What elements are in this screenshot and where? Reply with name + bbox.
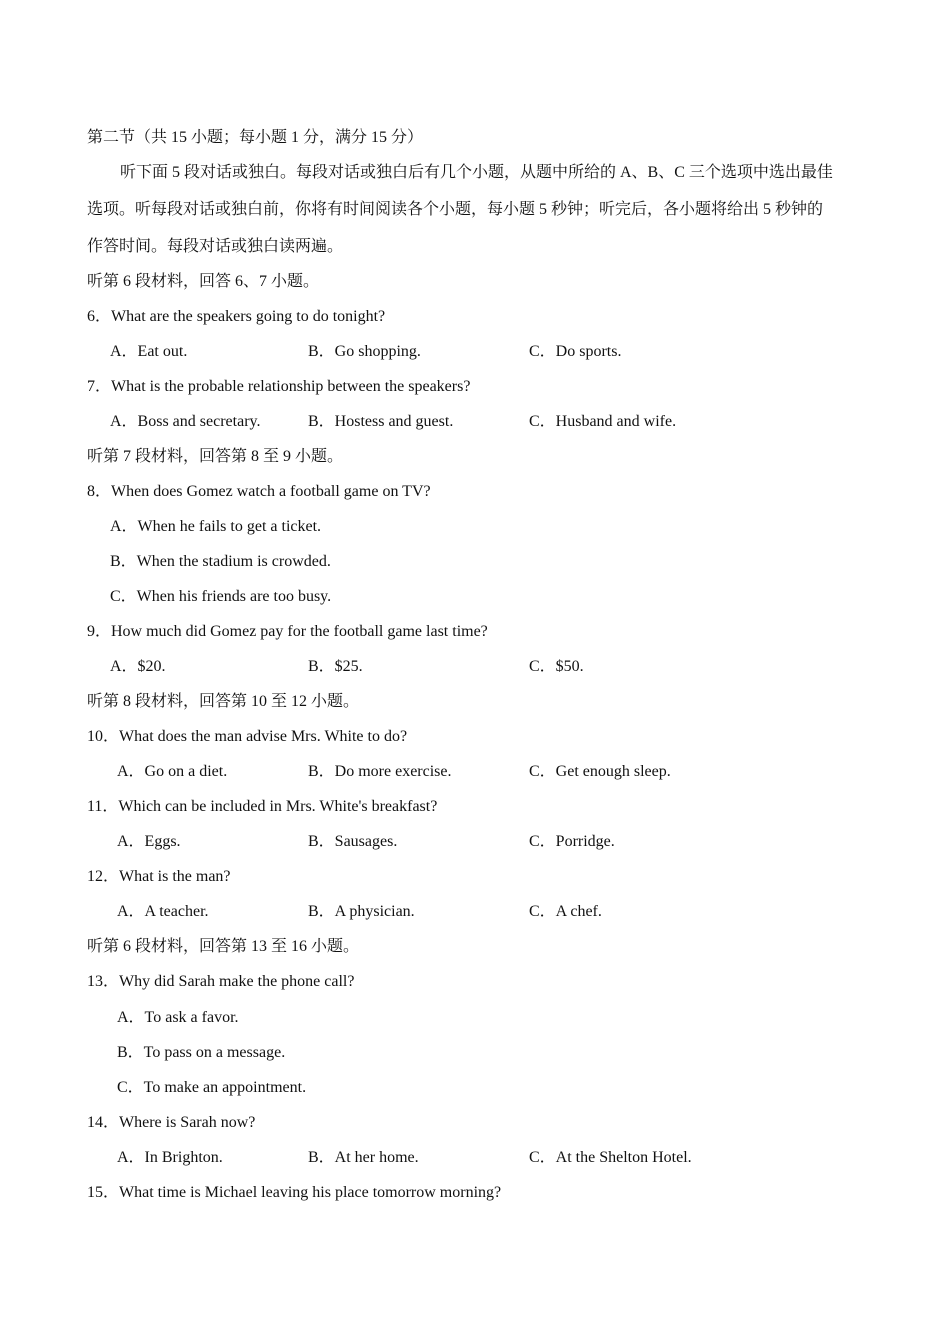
question-10: 10．What does the man advise Mrs. White to do? <box>87 728 408 745</box>
question-9: 9．How much did Gomez pay for the football game last time? <box>87 623 488 640</box>
question-15: 15．What time is Michael leaving his place tomorrow morning? <box>87 1184 502 1201</box>
option-9c: C．$50. <box>529 658 584 675</box>
option-6b: B．Go shopping. <box>308 343 421 360</box>
option-8c: C．When his friends are too busy. <box>110 588 332 605</box>
option-12a: A．A teacher. <box>117 903 209 920</box>
option-11b: B．Sausages. <box>308 833 398 850</box>
question-11: 11．Which can be included in Mrs. White's breakfast? <box>87 798 438 815</box>
question-8: 8．When does Gomez watch a football game on TV? <box>87 483 431 500</box>
option-6c: C．Do sports. <box>529 343 622 360</box>
option-9b: B．$25. <box>308 658 363 675</box>
option-12b: B．A physician. <box>308 903 415 920</box>
option-11c: C．Porridge. <box>529 833 615 850</box>
option-7c: C．Husband and wife. <box>529 413 677 430</box>
group-heading: 听第 8 段材料，回答第 10 至 12 小题。 <box>87 693 360 710</box>
option-10c: C．Get enough sleep. <box>529 763 671 780</box>
option-9a: A．$20. <box>110 658 166 675</box>
instructions-line-2: 选项。听每段对话或独白前，你将有时间阅读各个小题，每小题 5 秒钟；听完后，各小题将给出 5 秒钟的 <box>87 201 824 218</box>
instructions-line-3: 作答时间。每段对话或独白读两遍。 <box>87 238 344 255</box>
option-14c: C．At the Shelton Hotel. <box>529 1149 692 1166</box>
section-title: 第二节（共 15 小题；每小题 1 分，满分 15 分） <box>87 129 424 146</box>
option-7a: A．Boss and secretary. <box>110 413 261 430</box>
option-11a: A．Eggs. <box>117 833 181 850</box>
question-6: 6．What are the speakers going to do tonight? <box>87 308 386 325</box>
option-8a: A．When he fails to get a ticket. <box>110 518 322 535</box>
option-13c: C．To make an appointment. <box>117 1079 307 1096</box>
option-6a: A．Eat out. <box>110 343 188 360</box>
option-14a: A．In Brighton. <box>117 1149 223 1166</box>
option-7b: B．Hostess and guest. <box>308 413 454 430</box>
option-13b: B．To pass on a message. <box>117 1044 286 1061</box>
group-heading: 听第 6 段材料，回答 6、7 小题。 <box>87 273 320 290</box>
option-10b: B．Do more exercise. <box>308 763 452 780</box>
instructions-line-1: 听下面 5 段对话或独白。每段对话或独白后有几个小题，从题中所给的 A、B、C 三个选项中选出最佳 <box>120 164 833 181</box>
option-12c: C．A chef. <box>529 903 602 920</box>
option-13a: A．To ask a favor. <box>117 1009 239 1026</box>
question-12: 12．What is the man? <box>87 868 231 885</box>
option-14b: B．At her home. <box>308 1149 419 1166</box>
group-heading: 听第 7 段材料，回答第 8 至 9 小题。 <box>87 448 344 465</box>
question-13: 13．Why did Sarah make the phone call? <box>87 973 355 990</box>
option-8b: B．When the stadium is crowded. <box>110 553 331 570</box>
question-7: 7．What is the probable relationship between the speakers? <box>87 378 471 395</box>
option-10a: A．Go on a diet. <box>117 763 228 780</box>
question-14: 14．Where is Sarah now? <box>87 1114 256 1131</box>
group-heading: 听第 6 段材料，回答第 13 至 16 小题。 <box>87 938 360 955</box>
